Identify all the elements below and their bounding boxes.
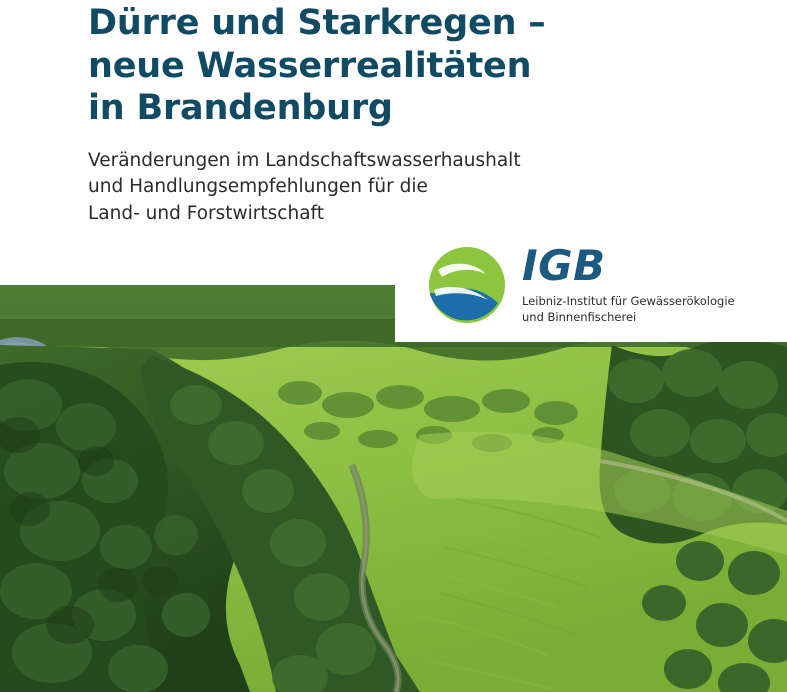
cover-photo [0,285,787,692]
igb-logo-text [522,240,735,325]
igb-institute-line-1: Leibniz-Institut für Gewässerökologie [522,293,735,308]
page-subtitle-line-2: und Handlungsempfehlungen für die [88,176,428,198]
page-title [88,0,648,130]
igb-institute-line-2: und Binnenfischerei [522,309,637,324]
cover-photo-illustration [0,285,787,692]
igb-circle-logo-icon [428,246,506,324]
page-title-line-1: Dürre und Starkregen – [88,3,546,43]
igb-logo-panel [395,228,787,342]
page-title-line-3: in Brandenburg [88,88,393,129]
page-subtitle-line-3: Land- und Forstwirtschaft [88,202,324,224]
page-subtitle [88,130,648,227]
cover-title-block [88,0,648,227]
page-title-line-2: neue Wasserrealitäten [88,45,532,86]
igb-institute-name [522,294,735,325]
page-subtitle-line-1: Veränderungen im Landschaftswasserhaushalt [88,150,521,172]
igb-wordmark: IGB [522,240,606,290]
